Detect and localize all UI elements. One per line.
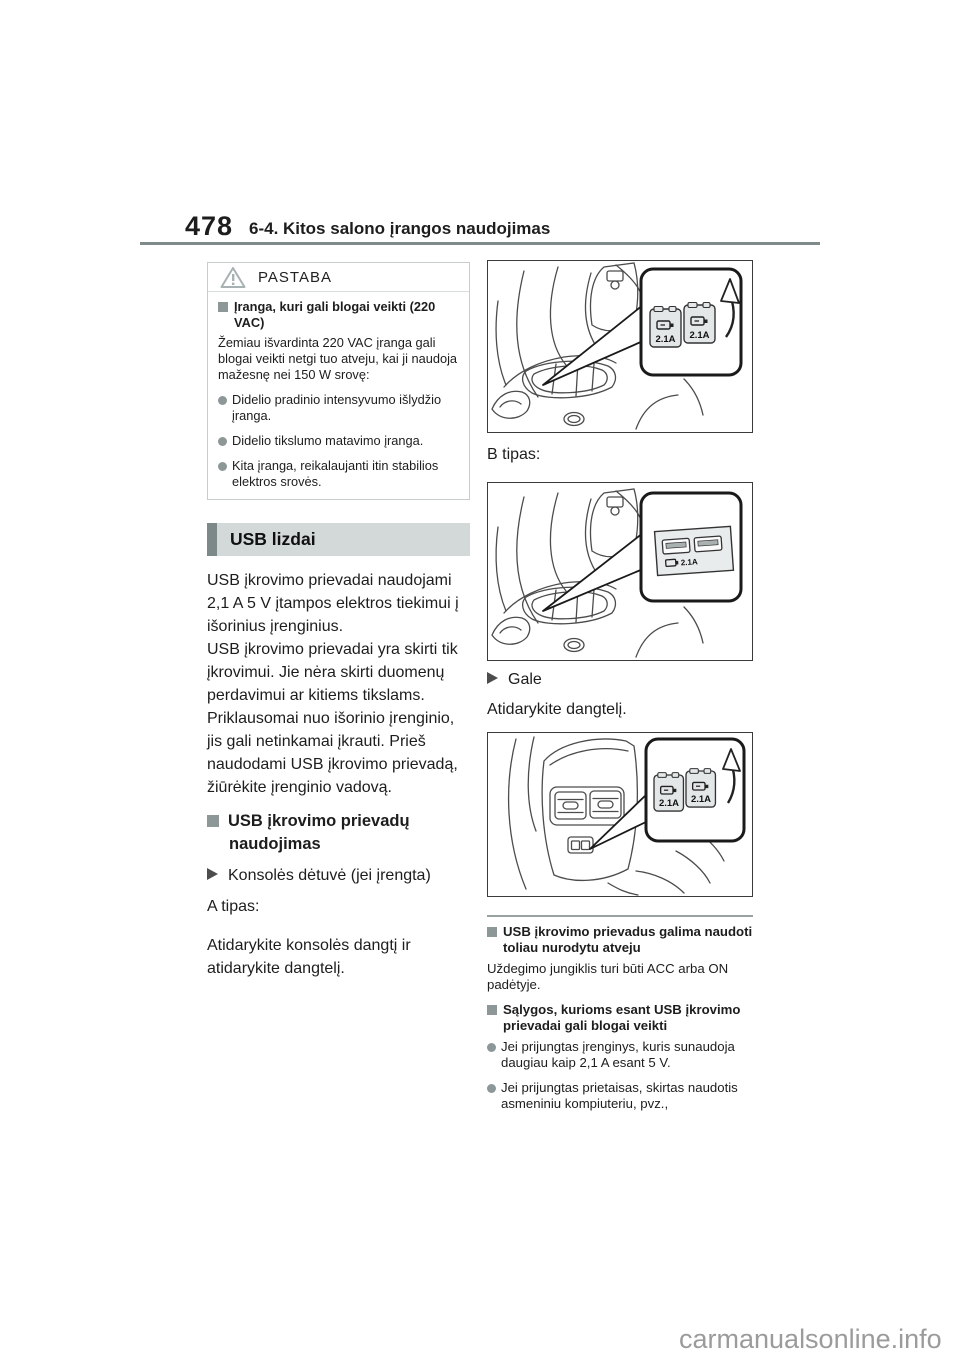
header-rule	[140, 242, 820, 245]
section-title-bar	[207, 523, 470, 556]
dot-marker-icon	[218, 437, 227, 446]
chapter-title: 6-4. Kitos salono įrangos naudojimas	[249, 219, 551, 238]
dot-marker-icon	[487, 1043, 496, 1052]
location-item-text: Konsolės dėtuvė (jei įrengta)	[228, 867, 431, 884]
notice-bullet	[218, 433, 459, 449]
usb-amperage-label: 2.1A	[689, 330, 710, 341]
arrow-marker-icon	[207, 868, 218, 880]
note-heading	[487, 1002, 753, 1034]
figure-console-rear	[487, 732, 753, 897]
square-marker-icon	[487, 1005, 497, 1015]
notice-title-bar	[208, 263, 469, 292]
subsection-heading	[207, 810, 470, 856]
note-text: Uždegimo jungiklis turi būti ACC arba ON padėtyje.	[487, 961, 729, 992]
location-item	[487, 669, 753, 691]
note-bullet	[487, 1080, 753, 1112]
usb-ports-panel	[655, 526, 734, 575]
note-bullet-text: Jei prijungtas įrenginys, kuris sunaudoja daugiau kaip 2,1 A esant 5 V.	[501, 1039, 735, 1070]
notice-title: PASTABA	[258, 269, 332, 286]
usb-amperage-label: 2.1A	[658, 798, 680, 809]
type-b-label: B tipas:	[487, 446, 541, 463]
notice-heading	[218, 299, 459, 331]
usb-amperage-label: 2.1A	[690, 794, 712, 805]
notes-section	[487, 924, 753, 1112]
notice-intro: Žemiau išvardinta 220 VAC įranga gali blogai veikti netgi tuo atveju, kai ji naudoja mažesnę nei 150 W srovę:	[218, 335, 458, 382]
notice-bullet-text: Didelio pradinio intensyvumo išlydžio įranga.	[232, 392, 442, 423]
figure-console-type-b	[487, 482, 753, 661]
note-heading-text: USB įkrovimo prievadus galima naudoti toliau nurodytu atveju	[503, 924, 753, 955]
figure-console-type-a	[487, 260, 753, 433]
page-number: 478	[185, 211, 234, 241]
pointer-wedge	[590, 793, 648, 849]
usb-amperage-label: 2.1A	[655, 334, 676, 345]
warning-icon	[220, 266, 246, 289]
notice-box	[207, 262, 470, 500]
section-title: USB lizdai	[230, 529, 316, 549]
notice-body	[208, 292, 469, 499]
usb-amperage-label: 2.1A	[680, 557, 698, 568]
notice-bullet	[218, 392, 459, 424]
left-column	[207, 262, 470, 980]
body-paragraph: USB įkrovimo prievadai naudojami 2,1 A 5 V įtampos elektros tiekimui į išorinius įrenginius.	[207, 572, 459, 635]
notes-divider	[487, 915, 753, 917]
type-a-instruction: Atidarykite konsolės dangtį ir atidarykite dangtelį.	[207, 937, 411, 977]
notice-bullet-text: Didelio tikslumo matavimo įranga.	[232, 433, 424, 448]
type-a-label: A tipas:	[207, 898, 260, 915]
right-column	[487, 260, 753, 1112]
note-bullet	[487, 1039, 753, 1071]
note-heading	[487, 924, 753, 956]
note-heading-text: Sąlygos, kurioms esant USB įkrovimo prievadai gali blogai veikti	[503, 1002, 741, 1033]
subsection-heading-text: USB įkrovimo prievadų naudojimas	[228, 812, 410, 853]
section-bar-tab	[207, 523, 217, 556]
notice-heading-text: Įranga, kuri gali blogai veikti (220 VAC)	[234, 299, 436, 330]
square-marker-icon	[487, 927, 497, 937]
square-marker-icon	[207, 815, 219, 827]
rear-instruction: Atidarykite dangtelį.	[487, 701, 627, 718]
notice-bullet-text: Kita įranga, reikalaujanti itin stabilios elektros srovės.	[232, 458, 439, 489]
watermark: carmanualsonline.info	[679, 1324, 942, 1354]
dot-marker-icon	[218, 462, 227, 471]
arrow-marker-icon	[487, 672, 498, 684]
body-paragraph: USB įkrovimo prievadai yra skirti tik įkrovimui. Jie nėra skirti duomenų perdavimui ar kitiems tikslams. Priklausomai nuo išorinio įrenginio, jis gali netinkamai įkrauti. Prieš naudodami USB įkrovimo prievadą, žiūrėkite įrenginio vadovą.	[207, 641, 458, 796]
dot-marker-icon	[218, 396, 227, 405]
notice-bullet	[218, 458, 459, 490]
square-marker-icon	[218, 302, 228, 312]
location-item-text: Gale	[508, 671, 542, 688]
dot-marker-icon	[487, 1084, 496, 1093]
note-bullet-text: Jei prijungtas prietaisas, skirtas naudotis asmeniniu kompiuteriu, pvz.,	[501, 1080, 738, 1111]
location-item	[207, 865, 470, 887]
